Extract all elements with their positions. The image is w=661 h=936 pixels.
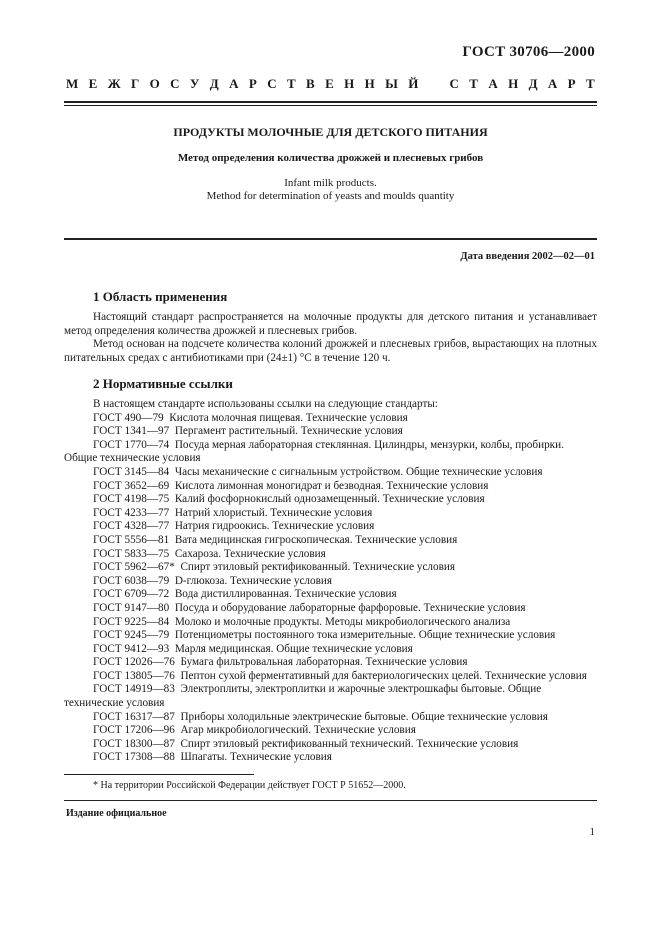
reference-item	[64, 711, 597, 725]
reference-item	[64, 480, 597, 494]
reference-number: ГОСТ 5556—81	[93, 533, 170, 546]
reference-title: Пептон сухой ферментативный для бактериологических целей. Технические условия	[180, 669, 587, 682]
reference-item	[64, 493, 597, 507]
reference-number: ГОСТ 4198—75	[93, 493, 170, 506]
reference-title: Электроплиты, электроплитки и жарочные электрошкафы бытовые. Общие технические условия	[64, 683, 542, 710]
banner-letter: Р	[248, 76, 257, 91]
effective-date: Дата введения 2002—02—01	[460, 251, 595, 262]
reference-title: Потенциометры постоянного тока измерительные. Общие технические условия	[174, 629, 556, 642]
reference-item	[64, 412, 597, 426]
reference-title: Посуда и оборудование лабораторные фарфоровые. Технические условия	[174, 601, 526, 614]
reference-title: Молоко и молочные продукты. Методы микробиологического анализа	[174, 615, 511, 628]
banner-letter: М	[66, 76, 79, 91]
page-number: 1	[589, 826, 595, 838]
reference-item	[64, 534, 597, 548]
english-title-line-1: Infant milk products.	[284, 177, 377, 189]
reference-title: Приборы холодильные электрические бытовые. Общие технические условия	[180, 710, 548, 723]
banner-letter: Н	[364, 76, 375, 91]
references-list	[64, 398, 597, 765]
reference-item	[64, 425, 597, 439]
reference-title: Агар микробиологический. Технические условия	[180, 724, 416, 737]
english-title	[0, 177, 661, 203]
banner-letter: Г	[130, 76, 140, 91]
reference-number: ГОСТ 6038—79	[93, 574, 170, 587]
banner-letter: Й	[408, 76, 419, 91]
reference-number: ГОСТ 12026—76	[93, 656, 175, 669]
reference-title: Часы механические с сигнальным устройством. Общие технические условия	[174, 465, 543, 478]
banner-letter: О	[149, 76, 160, 91]
references-intro: В настоящем стандарте использованы ссылки на следующие стандарты:	[93, 398, 438, 410]
reference-number: ГОСТ 3652—69	[93, 479, 170, 492]
reference-title: Натрия гидроокись. Технические условия	[174, 520, 375, 533]
reference-number: ГОСТ 9245—79	[93, 629, 170, 642]
reference-number: ГОСТ 16317—87	[93, 710, 175, 723]
reference-number: ГОСТ 4328—77	[93, 520, 170, 533]
reference-title: Спирт этиловый ректификованный. Технические условия	[180, 561, 455, 574]
reference-number: ГОСТ 9147—80	[93, 601, 170, 614]
reference-item	[64, 588, 597, 602]
reference-number: ГОСТ 6709—72	[93, 588, 170, 601]
header-rule-thin	[64, 105, 597, 106]
reference-item	[64, 602, 597, 616]
reference-item	[64, 724, 597, 738]
reference-number: ГОСТ 18300—87	[93, 737, 175, 750]
reference-title: Кислота молочная пищевая. Технические условия	[169, 411, 408, 424]
reference-item	[64, 548, 597, 562]
title-divider	[64, 238, 597, 240]
reference-title: Шпагаты. Технические условия	[180, 751, 332, 764]
banner-letter: У	[189, 76, 200, 91]
reference-number: ГОСТ 490—79	[93, 411, 164, 424]
reference-item	[64, 439, 597, 466]
footer-rule	[64, 800, 597, 801]
reference-title: Сахароза. Технические условия	[174, 547, 326, 560]
footnote-rule	[64, 774, 254, 775]
banner-letter: С	[449, 76, 459, 91]
document-title: ПРОДУКТЫ МОЛОЧНЫЕ ДЛЯ ДЕТСКОГО ПИТАНИЯ	[173, 125, 488, 139]
document-subtitle: Метод определения количества дрожжей и плесневых грибов	[177, 152, 484, 164]
reference-number: ГОСТ 5962—67*	[93, 561, 175, 574]
reference-item	[64, 616, 597, 630]
reference-title: Бумага фильтровальная лабораторная. Технические условия	[180, 656, 468, 669]
reference-item	[64, 575, 597, 589]
reference-number: ГОСТ 13805—76	[93, 669, 175, 682]
english-title-line-2: Method for determination of yeasts and moulds quantity	[206, 190, 455, 202]
reference-title: Натрий хлористый. Технические условия	[174, 506, 373, 519]
banner-letter: А	[547, 76, 558, 91]
document-code: ГОСТ 30706—2000	[462, 44, 595, 60]
banner-letter: А	[229, 76, 239, 91]
banner-letter: Д	[209, 76, 219, 91]
banner-letter: Т	[586, 76, 595, 91]
banner-letter: Д	[528, 76, 538, 91]
reference-item	[64, 629, 597, 643]
banner-letter: Ы	[385, 76, 398, 91]
banner-letter: Р	[567, 76, 576, 91]
reference-item	[64, 466, 597, 480]
reference-item	[64, 561, 597, 575]
banner-letter: Т	[286, 76, 296, 91]
reference-number: ГОСТ 3145—84	[93, 465, 170, 478]
reference-title: Посуда мерная лабораторная стеклянная. Цилиндры, мензурки, колбы, пробирки. Общие технические условия	[64, 438, 564, 465]
reference-item	[64, 738, 597, 752]
banner-letter: Ж	[107, 76, 121, 91]
reference-number: ГОСТ 14919—83	[93, 683, 175, 696]
reference-item	[64, 751, 597, 765]
reference-number: ГОСТ 4233—77	[93, 506, 170, 519]
banner-letter: А	[488, 76, 498, 91]
reference-number: ГОСТ 17206—96	[93, 724, 175, 737]
reference-items	[64, 412, 597, 765]
reference-item	[64, 643, 597, 657]
reference-number: ГОСТ 1341—97	[93, 425, 170, 438]
section-2-heading: 2 Нормативные ссылки	[93, 376, 233, 391]
section-1-body	[64, 311, 597, 365]
interstate-standard-banner	[66, 76, 595, 92]
banner-letter: В	[306, 76, 315, 91]
reference-number: ГОСТ 9412—93	[93, 642, 170, 655]
banner-letter: Н	[508, 76, 519, 91]
reference-item	[64, 507, 597, 521]
section-1-heading: 1 Область применения	[93, 289, 228, 304]
banner-letter: Т	[469, 76, 478, 91]
footnote: * На территории Российской Федерации действует ГОСТ Р 51652—2000.	[93, 780, 406, 791]
reference-title: Вата медицинская гигроскопическая. Технические условия	[174, 533, 458, 546]
header-rule	[64, 101, 597, 103]
edition-label: Издание официальное	[66, 808, 167, 819]
reference-title: Кислота лимонная моногидрат и безводная. Технические условия	[174, 479, 489, 492]
banner-letter: С	[170, 76, 180, 91]
reference-item	[64, 656, 597, 670]
reference-item	[64, 520, 597, 534]
banner-letter: Е	[88, 76, 98, 91]
reference-title: Вода дистиллированная. Технические условия	[174, 588, 397, 601]
reference-title: D-глюкоза. Технические условия	[174, 574, 333, 587]
reference-number: ГОСТ 1770—74	[93, 438, 170, 451]
section-1-paragraph-2: Метод основан на подсчете количества колоний дрожжей и плесневых грибов, вырастающих на плотных питательных средах с антибиотиками при (24±1) °С в течение 120 ч.	[64, 338, 597, 364]
reference-number: ГОСТ 5833—75	[93, 547, 170, 560]
reference-title: Марля медицинская. Общие технические условия	[174, 642, 413, 655]
reference-item	[64, 683, 597, 710]
reference-number: ГОСТ 9225—84	[93, 615, 170, 628]
banner-letter: Н	[344, 76, 355, 91]
reference-number: ГОСТ 17308—88	[93, 751, 175, 764]
reference-title: Пергамент растительный. Технические условия	[174, 425, 403, 438]
reference-title: Спирт этиловый ректификованный технический. Технические условия	[180, 737, 519, 750]
reference-item	[64, 670, 597, 684]
banner-letter: С	[267, 76, 277, 91]
banner-letter: Е	[325, 76, 334, 91]
reference-title: Калий фосфорнокислый однозамещенный. Технические условия	[174, 493, 485, 506]
section-1-paragraph-1: Настоящий стандарт распространяется на молочные продукты для детского питания и устанавливает метод определения количества дрожжей и плесневых грибов.	[64, 311, 597, 337]
